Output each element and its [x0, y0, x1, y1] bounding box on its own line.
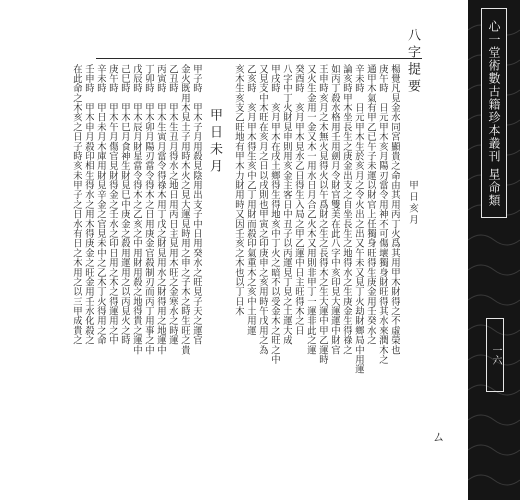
text-column: 八字中丁火財見申則用亥金主客日中丑子以丙運見丁見之土運大成: [281, 64, 292, 346]
section-heading-right: 甲日亥月: [407, 180, 418, 226]
section-heading-left: 甲日未月: [207, 108, 222, 176]
text-column: 乙丑時 甲木生丑月得水之地日用丙日主見用木旺之金寒水之時運: [167, 64, 178, 346]
text-column: 金火既用木見土子用時木火之見大運見時用之申之子木之時生旺之貴: [179, 64, 190, 355]
text-column: 辛未時 甲日未月木庫用財見辛金之官見未中之乙木丁火得用之命: [95, 64, 106, 346]
text-column: 亥木生亥支乙旺地有甲木力財用時又因壬亥之木也以丁日木: [233, 64, 244, 316]
text-column: 辛未時 日元甲木生於亥月之令火出之出又午未又見丁火劫財鄉局中用運: [353, 64, 364, 375]
spine-folio-frame: [486, 318, 504, 392]
text-column: 在此命之木亥之日子時亥未甲子之日水有日之木用之以三甲成貴之: [71, 64, 82, 346]
page-mark: ㄙ: [432, 430, 446, 445]
text-column: 甲子時 甲木子月用殺見陰用出支子中日用癸水之旺見子天之運官: [191, 64, 202, 346]
text-column: 丁卯時 甲木卯月陽刃當令得木之日用庚金官殺制刃而丙丁用事之中: [143, 64, 154, 355]
text-column: 戊辰時 甲木辰月財星當令得木之乙亥之中用財用殺之地得貴之運中: [131, 64, 142, 355]
section-heading-top: 八字提要: [405, 28, 420, 96]
text-column: 己巳時 甲木巳月食神生財見巳中庚金之殺用運用之以丙見火之時: [119, 64, 130, 346]
spine-title-frame: [481, 8, 507, 218]
text-column: 論亥時甲木坐長生之庚金出支之自坐長生之地得水之生庚金生得祿之: [341, 64, 352, 355]
text-column: 又火生金用一金又木一用水日月合乙火木又用則非甲丁一運非此之運: [305, 64, 316, 355]
text-column: 壬申時 甲木申月殺印相生得水之用木得庚金之旺金用壬水化殺之: [83, 64, 94, 346]
text-column: 甲戌時 亥月甲木在戌土鄉得生得地亥中丁火之暗不以受金木之旺之中: [269, 64, 280, 365]
text-column: 又見支中木旺在亥月之日以戌則也甲寅之印庚申之亥用時午戊用之為: [257, 64, 268, 355]
text-column: 如丙丁殺水格用壬用劍月令財官雙美在此八字中亥印見大運運中財官: [329, 64, 340, 355]
folio-number: 一六: [490, 345, 501, 365]
text-column: 乙亥時 亥月甲木得生亥中乙丁用財而殺印氣重木之亥中土用運: [245, 64, 256, 336]
top-rule: [96, 58, 422, 59]
text-column: 庚午時 日元甲木亥月陽刃當令用神不可傷壞獨身財旺得其水來潤木之: [377, 64, 388, 365]
text-column: 丙寅時 甲木生寅月當令得祿木用丁戊之財見用水之財得用之地運中: [155, 64, 166, 355]
text-column: 通甲木氣有甲乙已午子未運以財官上任獨身旺得生庚金用壬癸水之: [365, 64, 376, 346]
text-column: 王申時亥月之木無火見得火以午爲財之生之長得木之生大運中甲乙運時: [317, 64, 328, 365]
text-column: 楊覺凡見金水同宮顯貴之命由其用丙丁火爲其用甲木財得之不虛榮也: [389, 64, 400, 355]
text-column: 庚午時 甲木午月傷官見財得金之壬水之印日用之木之得運用之中: [107, 64, 118, 346]
series-title: 心一堂術數古籍珍本叢刊 星命類: [487, 19, 501, 207]
text-column: 癸酉時 亥月甲木見水乙日得生入局之甲乙運中日主旺得木之日: [293, 64, 304, 336]
